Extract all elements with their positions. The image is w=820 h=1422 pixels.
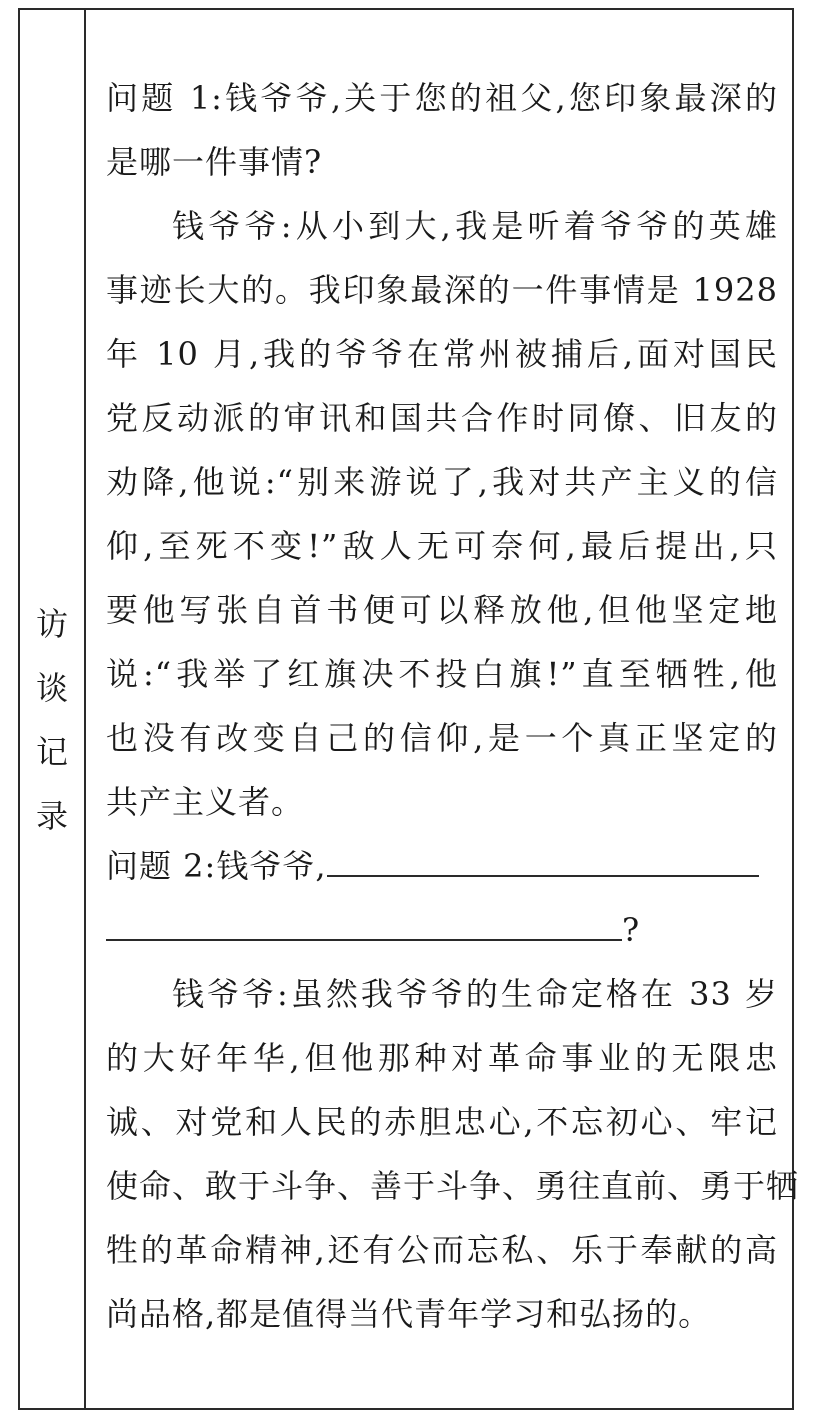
answer-1-line: 党反动派的审讯和国共合作时同僚、旧友的 <box>106 399 778 437</box>
column-divider <box>84 8 86 1410</box>
label-char: 访 <box>35 605 68 643</box>
answer-2-line: 诚、对党和人民的赤胆忠心,不忘初心、牢记 <box>106 1103 778 1141</box>
answer-2-line: 牲的革命精神,还有公而忘私、乐于奉献的高 <box>106 1231 778 1269</box>
interview-content <box>106 66 800 1346</box>
answer-1-line: 劝降,他说:“别来游说了,我对共产主义的信 <box>106 463 778 501</box>
answer-1-line: 说:“我举了红旗决不投白旗!”直至牺牲,他 <box>106 655 778 693</box>
question-2-row <box>106 834 778 898</box>
question-2-end: ? <box>622 911 641 949</box>
label-char: 录 <box>35 797 68 835</box>
answer-1-line: 年 10 月,我的爷爷在常州被捕后,面对国民 <box>106 335 778 373</box>
answer-1-line: 仰,至死不变!”敌人无可奈何,最后提出,只 <box>106 527 778 565</box>
answer-2-line: 使命、敢于斗争、善于斗争、勇往直前、勇于牺 <box>106 1167 800 1205</box>
question-1-line: 是哪一件事情? <box>106 143 323 181</box>
answer-2-line: 尚品格,都是值得当代青年学习和弘扬的。 <box>106 1295 712 1333</box>
answer-1-line: 也没有改变自己的信仰,是一个真正坚定的 <box>106 719 778 757</box>
interview-record-label <box>20 592 84 848</box>
question-2-row-2 <box>106 898 778 962</box>
answer-1-line: 要他写张自首书便可以释放他,但他坚定地 <box>106 591 778 629</box>
answer-1-line: 事迹长大的。我印象最深的一件事情是 1928 <box>106 271 778 309</box>
question-1-line: 问题 1:钱爷爷,关于您的祖父,您印象最深的 <box>106 79 778 117</box>
question-2-blank-2[interactable] <box>106 909 622 941</box>
answer-2-line: 的大好年华,但他那种对革命事业的无限忠 <box>106 1039 778 1077</box>
label-char: 记 <box>35 733 68 771</box>
answer-1-line: 共产主义者。 <box>106 783 305 821</box>
question-2-prefix: 问题 2:钱爷爷, <box>106 847 327 885</box>
question-2-blank-1[interactable] <box>327 845 759 877</box>
answer-1-line: 钱爷爷:从小到大,我是听着爷爷的英雄 <box>172 207 778 245</box>
answer-2-line: 钱爷爷:虽然我爷爷的生命定格在 33 岁 <box>172 975 778 1013</box>
label-char: 谈 <box>35 669 68 707</box>
